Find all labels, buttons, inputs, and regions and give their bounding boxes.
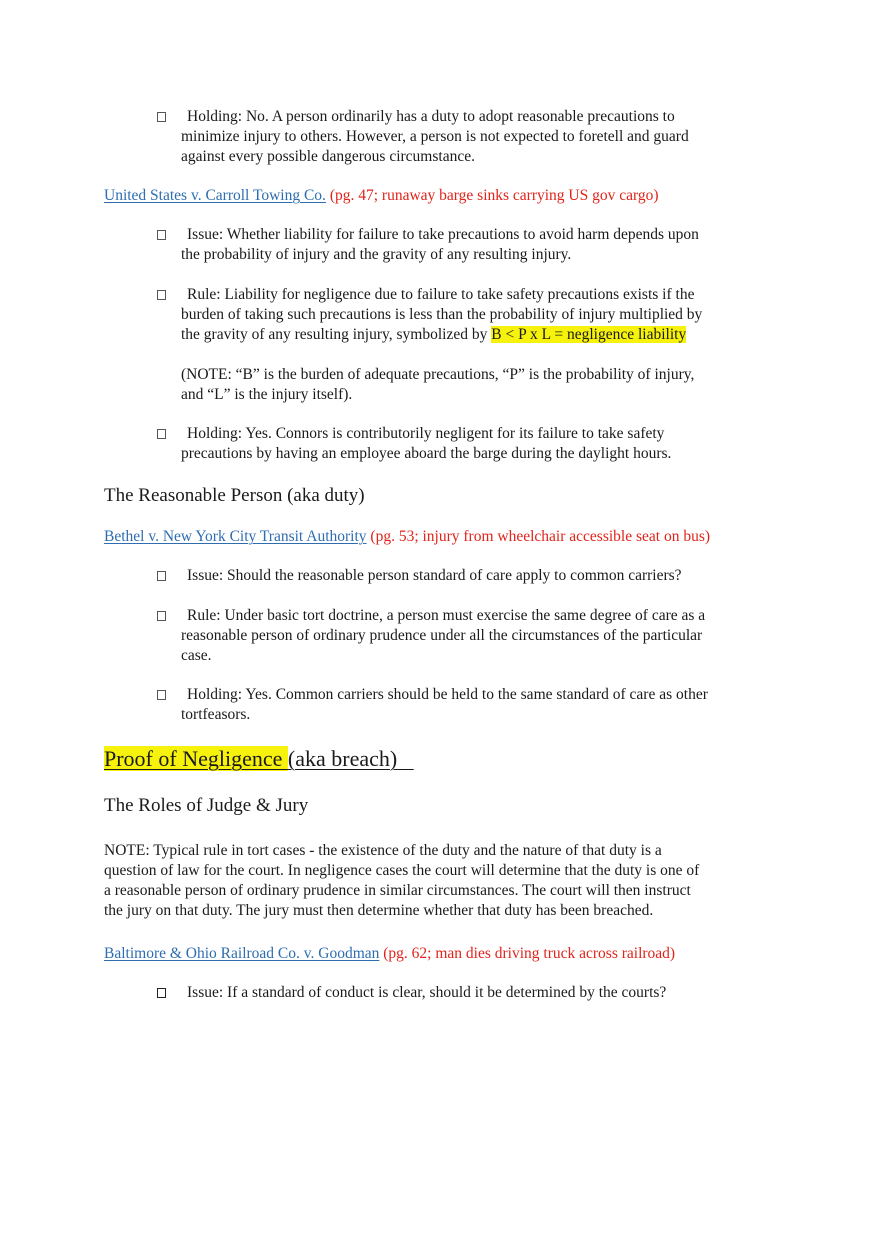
case-link-baltimore[interactable]: Baltimore & Ohio Railroad Co. v. Goodman <box>104 945 380 962</box>
issue-line: Issue: If a standard of conduct is clear, should it be determined by the courts? <box>187 984 667 1001</box>
case-heading-baltimore <box>104 944 675 964</box>
case-heading-carroll <box>104 186 659 206</box>
section-heading: The Reasonable Person (aka duty) <box>104 485 365 506</box>
case-note: (pg. 53; injury from wheelchair accessible seat on bus) <box>370 528 711 545</box>
holding-line: minimize injury to others. However, a person is not expected to foretell and guard <box>181 128 689 145</box>
bullet-icon <box>157 690 166 700</box>
holding-line: tortfeasors. <box>181 706 251 723</box>
holding-line: Holding: Yes. Common carriers should be held to the same standard of care as other <box>187 686 708 703</box>
bullet-icon <box>157 988 166 998</box>
rule-line <box>181 325 686 345</box>
case-link-carroll[interactable]: United States v. Carroll Towing Co. <box>104 187 326 204</box>
case-link-bethel[interactable]: Bethel v. New York City Transit Authority <box>104 528 367 545</box>
issue-line: the probability of injury and the gravity of any resulting injury. <box>181 246 572 263</box>
formula-highlight: B < P x L = negligence liability <box>491 326 687 343</box>
holding-line: precautions by having an employee aboard the barge during the daylight hours. <box>181 445 672 462</box>
bullet-icon <box>157 290 166 300</box>
holding-line: Holding: Yes. Connors is contributorily negligent for its failure to take safety <box>187 425 665 442</box>
heading-highlight: Proof of Negligence <box>104 746 288 771</box>
bullet-icon <box>157 429 166 439</box>
section-heading-proof <box>104 745 414 773</box>
heading-rest: (aka breach) <box>287 746 398 771</box>
rule-line: reasonable person of ordinary prudence under all the circumstances of the particular <box>181 627 703 644</box>
rule-line: Rule: Liability for negligence due to failure to take safety precautions exists if the <box>187 286 695 303</box>
rule-line: Rule: Under basic tort doctrine, a person must exercise the same degree of care as a <box>187 607 706 624</box>
case-heading-bethel <box>104 527 710 547</box>
note-line: question of law for the court. In negligence cases the court will determine that the duty is one of <box>104 862 700 879</box>
rule-text: the gravity of any resulting injury, symbolized by <box>181 326 492 343</box>
case-note: (pg. 62; man dies driving truck across railroad) <box>383 945 676 962</box>
bullet-icon <box>157 112 166 122</box>
bullet-icon <box>157 230 166 240</box>
note-line: a reasonable person of ordinary prudence in similar circumstances. The court will then instruct <box>104 882 691 899</box>
note-line: and “L” is the injury itself). <box>181 386 353 403</box>
note-line: (NOTE: “B” is the burden of adequate precautions, “P” is the probability of injury, <box>181 366 695 383</box>
note-line: NOTE: Typical rule in tort cases - the existence of the duty and the nature of that duty is a <box>104 842 662 859</box>
holding-line: against every possible dangerous circumstance. <box>181 148 475 165</box>
bullet-icon <box>157 611 166 621</box>
rule-line: burden of taking such precautions is less than the probability of injury multiplied by <box>181 306 703 323</box>
issue-line: Issue: Should the reasonable person standard of care apply to common carriers? <box>187 567 682 584</box>
section-heading: The Roles of Judge & Jury <box>104 795 309 816</box>
issue-line: Issue: Whether liability for failure to take precautions to avoid harm depends upon <box>187 226 699 243</box>
holding-line: Holding: No. A person ordinarily has a duty to adopt reasonable precautions to <box>187 108 675 125</box>
bullet-icon <box>157 571 166 581</box>
case-note: (pg. 47; runaway barge sinks carrying US gov cargo) <box>329 187 659 204</box>
rule-line: case. <box>181 647 212 664</box>
note-line: the jury on that duty. The jury must then determine whether that duty has been breached. <box>104 902 654 919</box>
